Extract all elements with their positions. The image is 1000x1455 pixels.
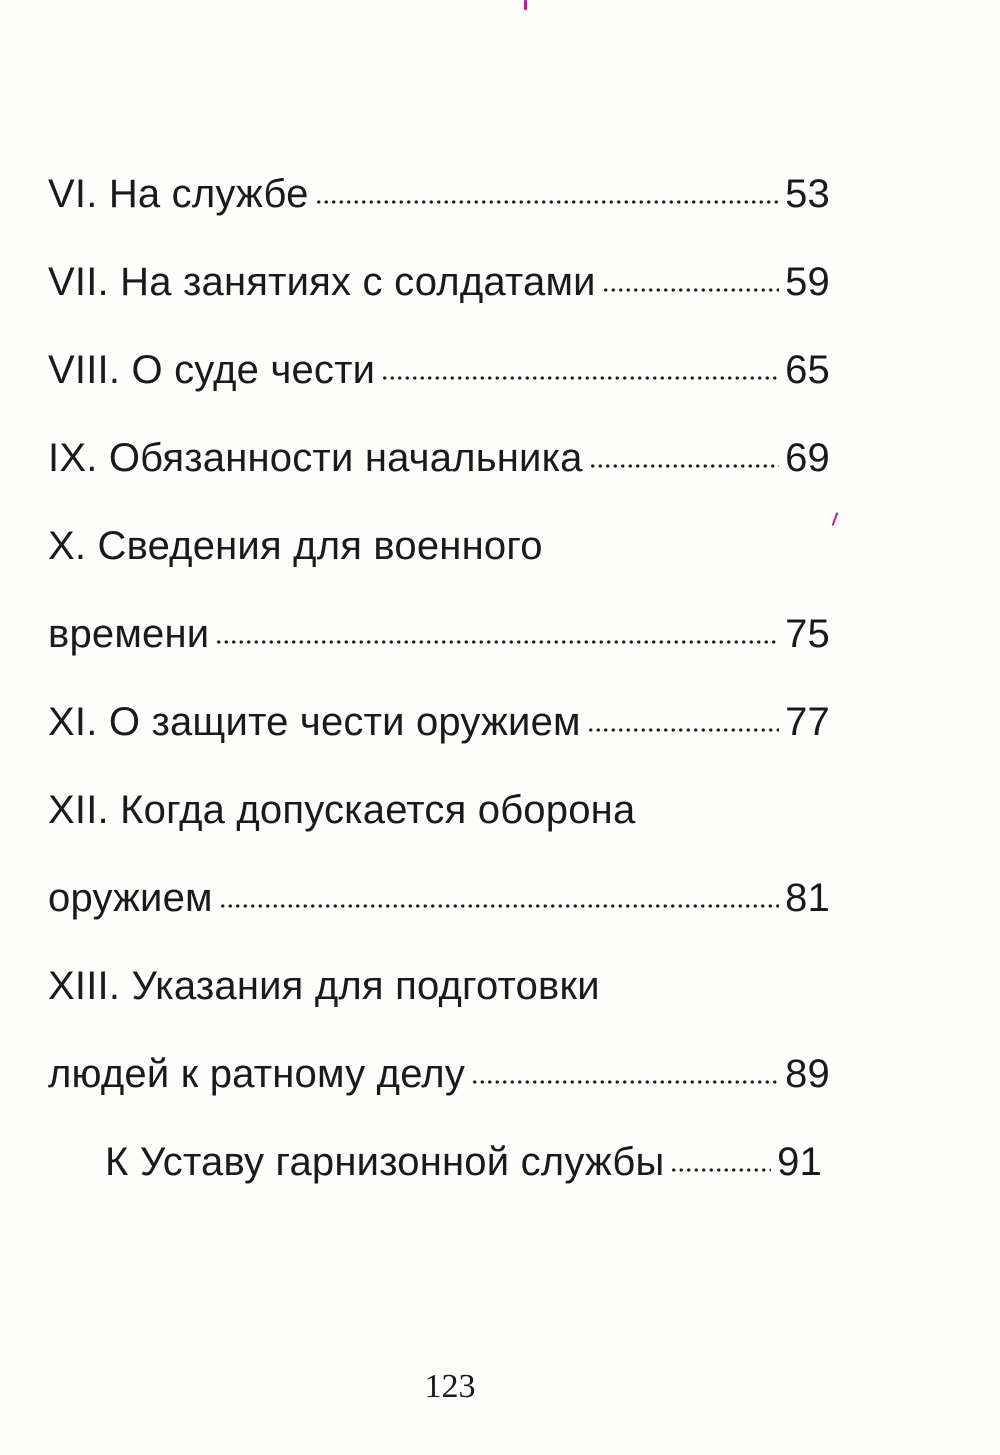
toc-entry-x-line2[interactable] <box>48 590 830 678</box>
toc-entry-title: К Уставу гарнизонной службы <box>105 1139 665 1184</box>
dot-leader <box>381 376 779 380</box>
toc-entry-title: XII. Когда допускается оборона <box>48 787 636 832</box>
toc-entry-page: 59 <box>785 259 830 304</box>
toc-entry-x-line1[interactable] <box>48 502 830 590</box>
toc-entry-xii-line1[interactable] <box>48 766 830 854</box>
dot-leader <box>589 464 779 468</box>
toc-entry-xi[interactable] <box>48 678 830 766</box>
dot-leader <box>219 904 779 908</box>
toc-entry-page: 81 <box>785 875 830 920</box>
dot-leader <box>670 1168 771 1172</box>
toc-entry-ix[interactable] <box>48 414 830 502</box>
toc-entry-viii[interactable] <box>48 326 830 414</box>
toc-entry-page: 75 <box>785 611 830 656</box>
toc-entry-title: VIII. О суде чести <box>48 347 376 392</box>
magenta-speck <box>832 512 839 526</box>
toc-entry-title: VII. На занятиях с солдатами <box>48 259 596 304</box>
toc-entry-title: IX. Обязанности начальника <box>48 435 583 480</box>
toc-entry-title: оружием <box>48 875 213 920</box>
toc-entry-title: XIII. Указания для подготовки <box>48 963 600 1008</box>
toc-entry-page: 53 <box>785 171 830 216</box>
toc-entry-garrison-statute[interactable] <box>48 1118 822 1206</box>
magenta-speck <box>524 0 527 10</box>
toc-entry-title: X. Сведения для военного <box>48 523 543 568</box>
page-number: 123 <box>424 1368 476 1405</box>
toc-entry-vii[interactable] <box>48 238 830 326</box>
toc-entry-title: людей к ратному делу <box>48 1051 466 1096</box>
toc-entry-vi[interactable] <box>48 150 830 238</box>
toc-entry-xiii-line1[interactable] <box>48 942 830 1030</box>
dot-leader <box>315 200 780 204</box>
dot-leader <box>602 288 779 292</box>
toc-entry-title: времени <box>48 611 210 656</box>
toc-entry-page: 89 <box>785 1051 830 1096</box>
toc-entry-page: 69 <box>785 435 830 480</box>
dot-leader <box>587 728 779 732</box>
toc-entry-title: VI. На службе <box>48 171 309 216</box>
table-of-contents <box>48 150 830 1206</box>
dot-leader <box>215 640 779 644</box>
toc-entry-xiii-line2[interactable] <box>48 1030 830 1118</box>
toc-entry-page: 65 <box>785 347 830 392</box>
toc-entry-title: XI. О защите чести оружием <box>48 699 581 744</box>
toc-entry-page: 91 <box>777 1139 822 1184</box>
toc-entry-page: 77 <box>785 699 830 744</box>
dot-leader <box>471 1080 779 1084</box>
toc-entry-xii-line2[interactable] <box>48 854 830 942</box>
